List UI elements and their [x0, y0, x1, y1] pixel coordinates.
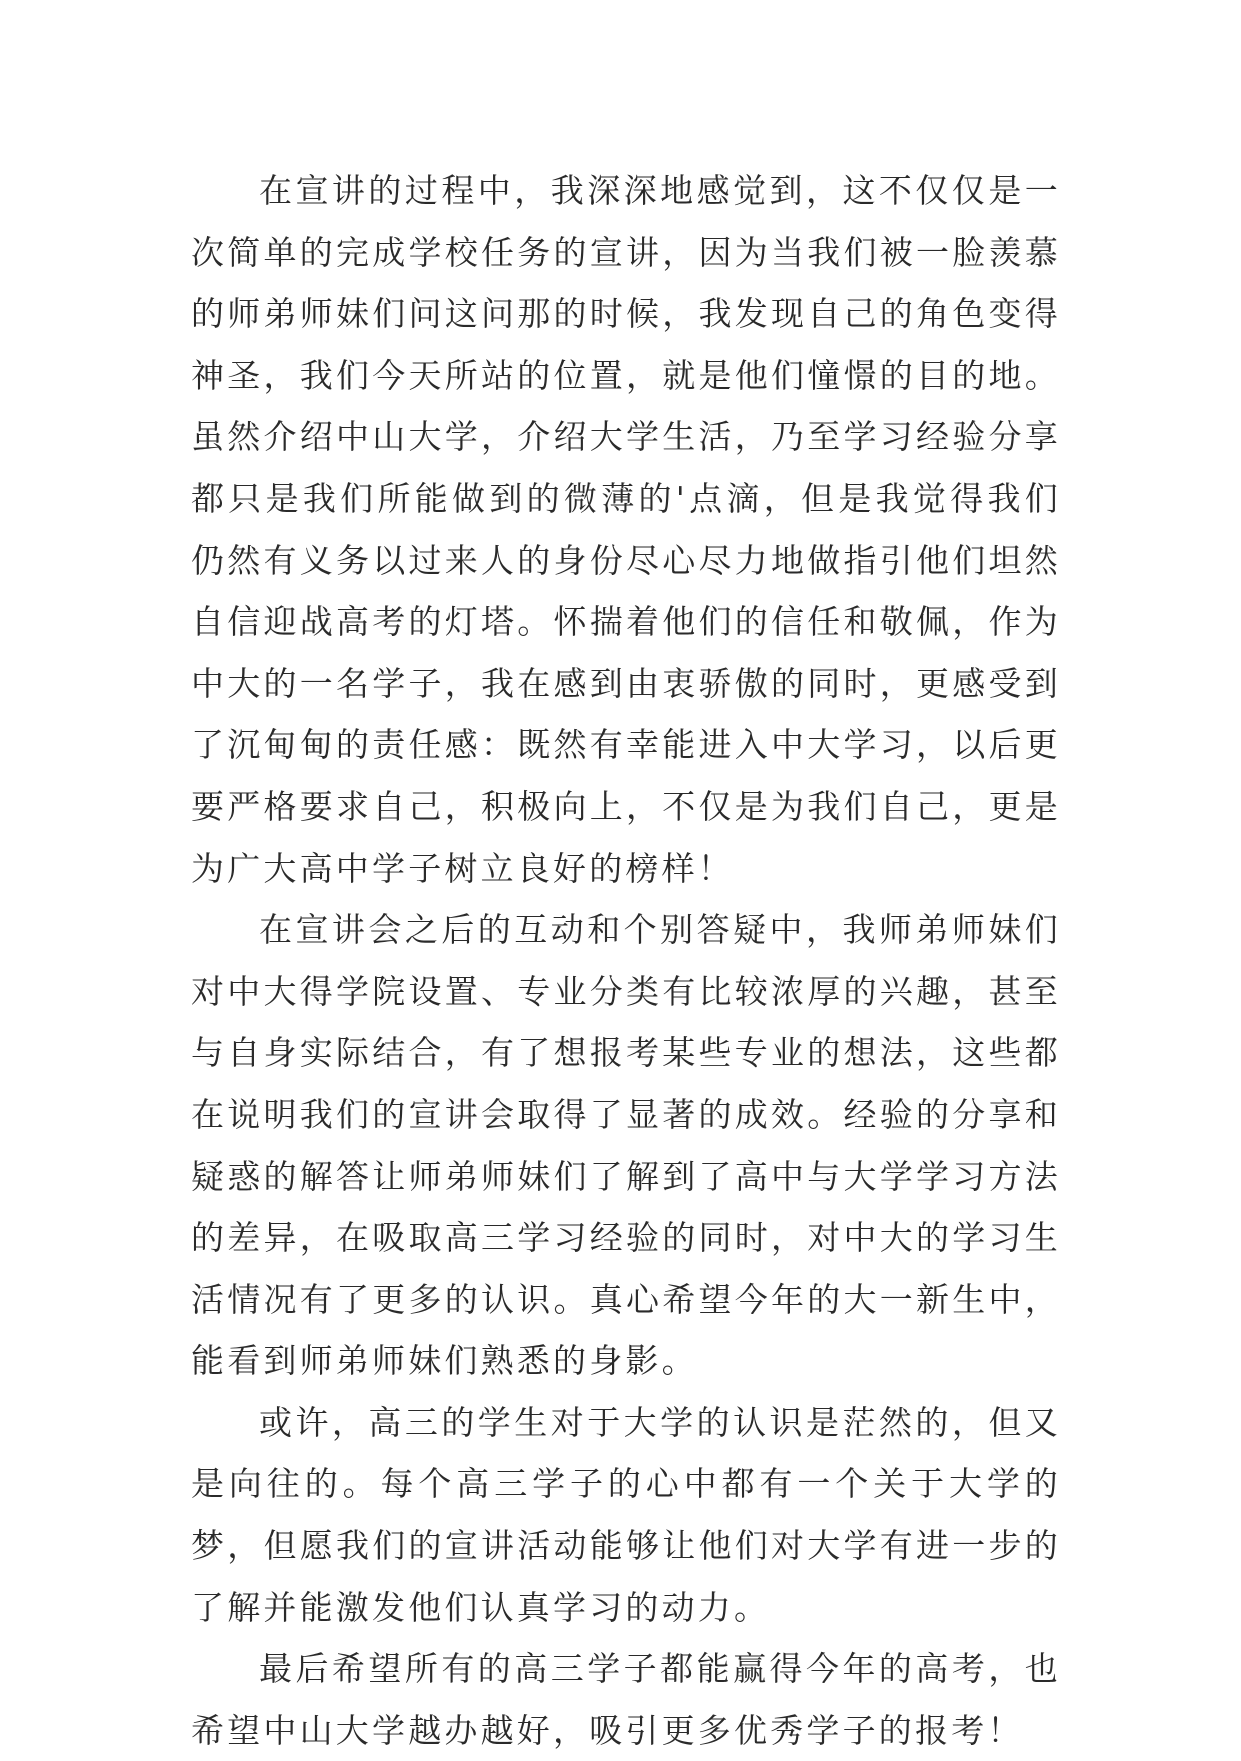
paragraph-4: 最后希望所有的高三学子都能赢得今年的高考，也希望中山大学越办越好，吸引更多优秀学子的报考！ [191, 1649, 1061, 1750]
paragraph-1: 在宣讲的过程中，我深深地感觉到，这不仅仅是一次简单的完成学校任务的宣讲，因为当我们被一脸羡慕的师弟师妹们问这问那的时候，我发现自己的角色变得神圣，我们今天所站的位置，就是他们憧憬的目的地。虽然介绍中山大学，介绍大学生活，乃至学习经验分享都只是我们所能做到的微薄的'点滴，但是我觉得我们仍然有义务以过来人的身份尽心尽力地做指引他们坦然自信迎战高考的灯塔。怀揣着他们的信任和敬佩，作为中大的一名学子，我在感到由衷骄傲的同时，更感受到了沉甸甸的责任感：既然有幸能进入中大学习，以后更要严格要求自己，积极向上，不仅是为我们自己，更是为广大高中学子树立良好的榜样！ [191, 171, 1061, 888]
document-body [191, 160, 1061, 1761]
paragraph-3: 或许，高三的学生对于大学的认识是茫然的，但又是向往的。每个高三学子的心中都有一个关于大学的梦，但愿我们的宣讲活动能够让他们对大学有进一步的了解并能激发他们认真学习的动力。 [191, 1402, 1061, 1627]
paragraph-2: 在宣讲会之后的互动和个别答疑中，我师弟师妹们对中大得学院设置、专业分类有比较浓厚的兴趣，甚至与自身实际结合，有了想报考某些专业的想法，这些都在说明我们的宣讲会取得了显著的成效。经验的分享和疑惑的解答让师弟师妹们了解到了高中与大学学习方法的差异，在吸取高三学习经验的同时，对中大的学习生活情况有了更多的认识。真心希望今年的大一新生中，能看到师弟师妹们熟悉的身影。 [191, 910, 1061, 1381]
